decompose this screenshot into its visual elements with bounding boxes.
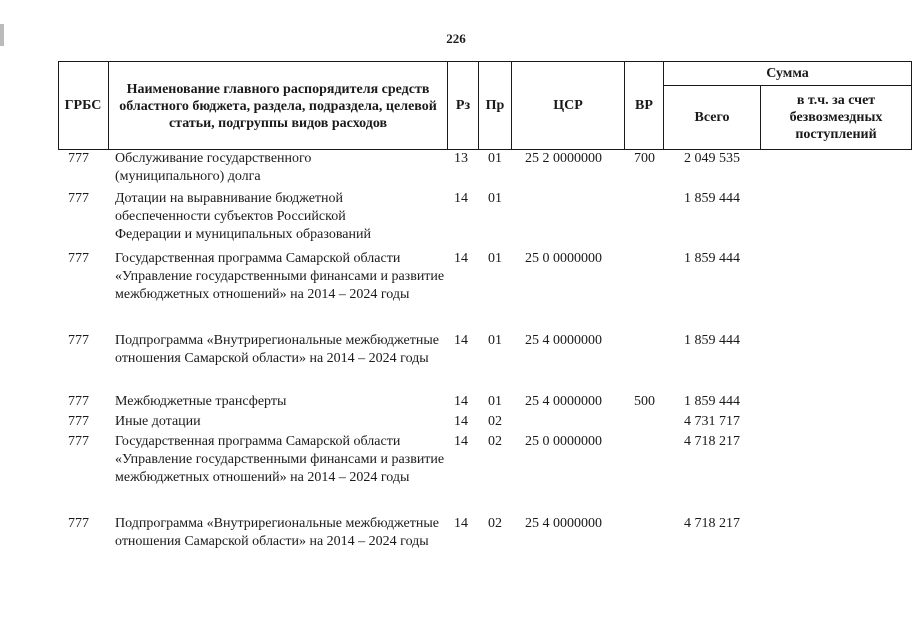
header-free: в т.ч. за счет безвозмездных поступлений <box>789 93 883 142</box>
cell-grbs: 777 <box>68 414 89 429</box>
cell-total: 1 859 444 <box>684 251 740 266</box>
cell-grbs: 777 <box>68 151 89 166</box>
cell-total: 2 049 535 <box>684 151 740 166</box>
table-row <box>58 433 912 515</box>
cell-total: 1 859 444 <box>684 333 740 348</box>
header-csr: ЦСР <box>553 98 583 113</box>
page-number: 226 <box>446 31 466 46</box>
cell-pr: 01 <box>488 191 502 206</box>
table-row <box>58 515 912 575</box>
cell-rz: 14 <box>454 394 468 409</box>
cell-total: 4 718 217 <box>684 434 740 449</box>
cell-rz: 14 <box>454 251 468 266</box>
table-row <box>58 150 912 190</box>
header-name: Наименование главного распорядителя средств областного бюджета, раздела, подраздела, целевой статьи, подгруппы видов расходов <box>119 81 437 131</box>
header-total: Всего <box>694 110 730 125</box>
table-row <box>58 190 912 250</box>
cell-pr: 02 <box>488 414 502 429</box>
cell-pr: 01 <box>488 251 502 266</box>
cell-name: Государственная программа Самарской области «Управление государственными финансами и развитие межбюджетных отношений» на 2014 – 2024 годы <box>115 434 445 485</box>
cell-name: Дотации на выравнивание бюджетной обеспеченности субъектов Российской Федерации и муниципальных образований <box>115 191 371 242</box>
cell-grbs: 777 <box>68 333 89 348</box>
cell-rz: 13 <box>454 151 468 166</box>
table-row <box>58 413 912 433</box>
cell-vr: 700 <box>634 151 655 166</box>
table-row <box>58 393 912 413</box>
cell-pr: 01 <box>488 333 502 348</box>
cell-name: Межбюджетные трансферты <box>115 394 287 409</box>
cell-csr: 25 0 0000000 <box>525 251 602 266</box>
cell-csr: 25 4 0000000 <box>525 333 602 348</box>
cell-grbs: 777 <box>68 191 89 206</box>
cell-total: 1 859 444 <box>684 394 740 409</box>
table-row <box>58 250 912 332</box>
cell-grbs: 777 <box>68 434 89 449</box>
cell-grbs: 777 <box>68 394 89 409</box>
cell-csr: 25 4 0000000 <box>525 516 602 531</box>
header-divider-grbs <box>108 61 109 150</box>
cell-pr: 01 <box>488 394 502 409</box>
cell-rz: 14 <box>454 333 468 348</box>
cell-csr: 25 2 0000000 <box>525 151 602 166</box>
cell-pr: 01 <box>488 151 502 166</box>
cell-name: Подпрограмма «Внутрирегиональные межбюджетные отношения Самарской области» на 2014 – 2024 годы <box>115 333 439 366</box>
cell-total: 1 859 444 <box>684 191 740 206</box>
table-row <box>58 332 912 393</box>
header-pr: Пр <box>485 98 505 113</box>
cell-rz: 14 <box>454 414 468 429</box>
cell-rz: 14 <box>454 516 468 531</box>
header-grbs: ГРБС <box>64 98 102 113</box>
header-rz: Рз <box>455 98 471 113</box>
cell-vr: 500 <box>634 394 655 409</box>
table-header <box>58 61 912 150</box>
cell-name: Подпрограмма «Внутрирегиональные межбюджетные отношения Самарской области» на 2014 – 2024 годы <box>115 516 439 549</box>
cell-name: Обслуживание государственного (муниципального) долга <box>115 151 312 184</box>
cell-grbs: 777 <box>68 516 89 531</box>
cell-total: 4 718 217 <box>684 516 740 531</box>
budget-table <box>58 61 912 575</box>
header-sum: Сумма <box>766 65 809 81</box>
cell-grbs: 777 <box>68 251 89 266</box>
cell-name: Государственная программа Самарской области «Управление государственными финансами и развитие межбюджетных отношений» на 2014 – 2024 годы <box>115 251 445 302</box>
cell-pr: 02 <box>488 434 502 449</box>
cell-rz: 14 <box>454 191 468 206</box>
header-vr: ВР <box>635 98 653 113</box>
cell-total: 4 731 717 <box>684 414 740 429</box>
cell-name: Иные дотации <box>115 414 201 429</box>
cell-csr: 25 0 0000000 <box>525 434 602 449</box>
cell-csr: 25 4 0000000 <box>525 394 602 409</box>
cell-rz: 14 <box>454 434 468 449</box>
cell-pr: 02 <box>488 516 502 531</box>
